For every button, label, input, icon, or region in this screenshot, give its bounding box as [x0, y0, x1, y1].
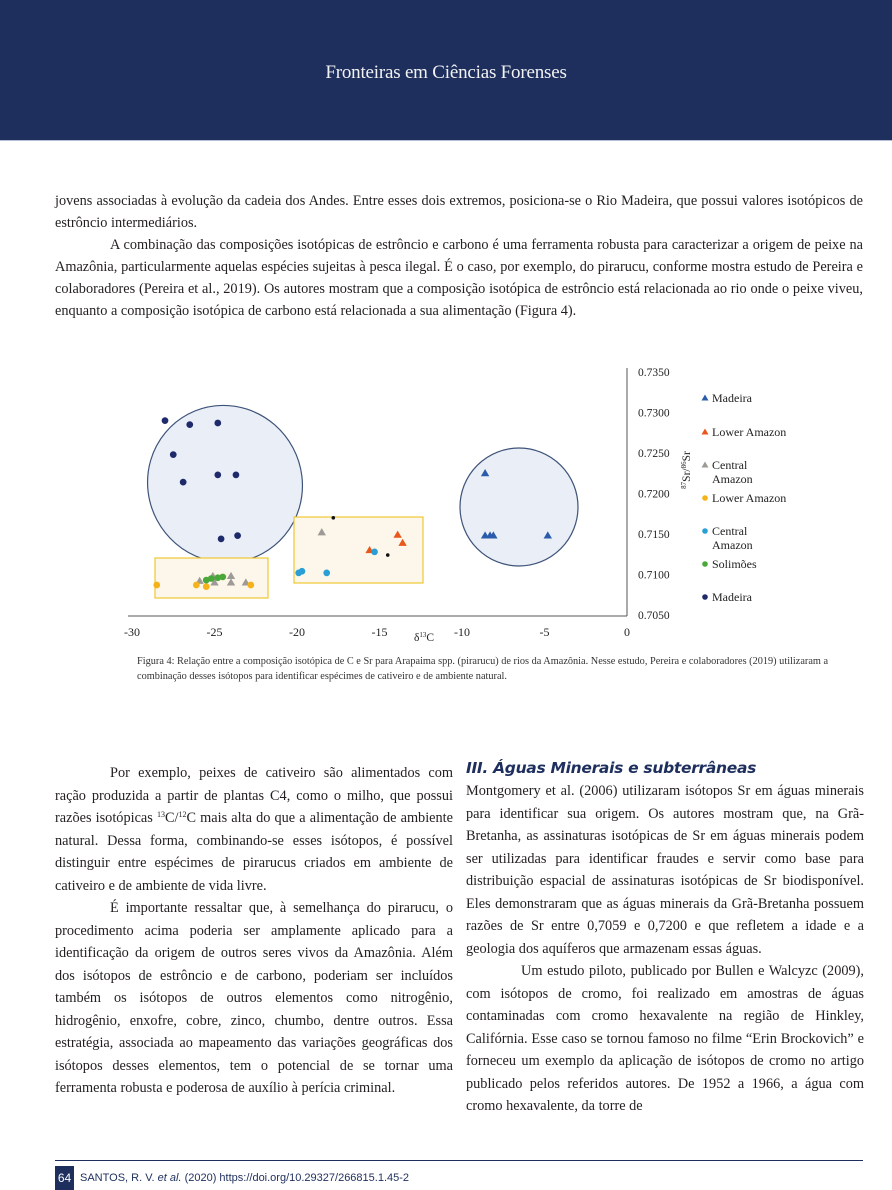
legend-marker-triangle: [702, 395, 709, 401]
page-number: 64: [55, 1166, 74, 1190]
data-point-circle: [214, 420, 221, 427]
data-point-circle: [234, 532, 241, 539]
right-column: [466, 759, 864, 1118]
figure-caption: Figura 4: Relação entre a composição isotópica de C e Sr para Arapaima spp. (pirarucu) de rios da Amazônia. Nesse estudo, Pereira e colaboradores (2019) utilizaram a combinação desses isótopos para identificar espécimes de cativeiro e de ambiente natural.: [137, 656, 829, 682]
left-paragraph-1: Por exemplo, peixes de cativeiro são alimentados com ração produzida a partir de plantas C4, como o milho, que possui razões isotópicas $^{13}$C/$^{12}$C mais alta do que a alimentação de ambiente natural. Dessa forma, combinando-se esses isótopos, é possível distinguir entre espécimes de pirarucus criados em ambiente de cativeiro e de ambiente de vida livre.: [55, 765, 453, 894]
legend-label: Central: [712, 458, 748, 472]
intro-text: [55, 190, 863, 322]
x-axis-label: $\delta^{13}C$: [413, 631, 435, 644]
footer-authors: SANTOS, R. V.: [80, 1172, 155, 1184]
data-point-circle: [218, 536, 225, 543]
y-tick-label: 0.7300: [638, 407, 670, 420]
data-point-circle: [371, 548, 378, 555]
right-paragraph-1: Montgomery et al. (2006) utilizaram isótopos Sr em águas minerais para identificar sua origem. Os autores mostram que, na Grã-Bretanha, as assinaturas isotópicas de Sr em águas minerais podem ser utilizadas para identificar fraudes e servir como base para distribuição espacial de assinaturas isotópicas de Sr biodisponível. Eles demonstraram que as águas minerais da Grã-Bretanha possuem razões de Sr entre 0,7059 e 0,7200 e que refletem a idade e a geologia dos aquíferos que armazenam essas águas.: [466, 783, 864, 957]
x-tick-label: -30: [124, 625, 140, 639]
data-point-star: [332, 516, 336, 520]
legend-marker-circle: [702, 528, 708, 534]
data-point-circle: [170, 451, 177, 458]
x-tick-label: -15: [371, 625, 388, 639]
legend-label: Amazon: [712, 472, 753, 486]
data-point-circle: [233, 472, 240, 479]
data-point-circle: [203, 583, 210, 590]
data-point-circle: [193, 582, 200, 589]
data-point-circle: [186, 421, 193, 428]
footer-et-al: et al.: [157, 1172, 182, 1184]
x-tick-label: -25: [206, 625, 223, 639]
y-tick-label: 0.7350: [638, 367, 670, 379]
legend-label: Solimões: [712, 557, 757, 571]
data-point-circle: [162, 417, 169, 424]
footer-citation-link[interactable]: (2020) https://doi.org/10.29327/266815.1.45-2: [184, 1172, 410, 1184]
x-tick-label: -5: [539, 625, 550, 639]
legend-label: Madeira: [712, 590, 752, 604]
section-heading: III. Águas Minerais e subterrâneas: [466, 759, 757, 777]
y-tick-label: 0.7250: [638, 448, 670, 460]
data-point-star: [386, 553, 390, 557]
legend-marker-circle: [702, 561, 708, 567]
legend-label: Central: [712, 524, 748, 538]
legend-marker-circle: [702, 594, 708, 600]
y-axis-label: $^{87}$Sr/$^{86}$Sr: [680, 451, 693, 489]
left-paragraph-2: É importante ressaltar que, à semelhança do pirarucu, o procedimento acima poderia ser amplamente aplicado para a identificação da origem de outros seres vivos da Amazônia. Além dos isótopos de estrôncio e de carbono, poderiam ser incluídos também os isótopos de outros elementos como nitrogênio, hidrogênio, enxofre, cobre, zinco, chumbo, dentre outros. Essa estratégia, associada ao mapeamento das variações geográficas dos isótopos desses elementos, tem o potencial de se tornar uma ferramenta robusta e poderosa de auxílio à perícia criminal.: [55, 900, 453, 1096]
x-tick-label: 0: [624, 625, 630, 639]
footer-divider: [55, 1160, 863, 1161]
y-tick-label: 0.7050: [638, 610, 670, 622]
legend-marker-circle: [702, 495, 708, 501]
y-tick-label: 0.7100: [638, 569, 670, 582]
data-point-circle: [153, 582, 160, 589]
data-point-circle: [208, 575, 215, 582]
left-column: [55, 762, 453, 1100]
y-tick-label: 0.7200: [638, 488, 670, 501]
legend-label: Lower Amazon: [712, 491, 787, 505]
legend-label: Amazon: [712, 538, 753, 552]
journal-header: [0, 0, 892, 141]
group-ellipse-madeira-triangles: [460, 448, 578, 566]
data-point-circle: [299, 568, 306, 575]
legend-label: Madeira: [712, 391, 752, 405]
legend-label: Lower Amazon: [712, 425, 787, 439]
data-point-circle: [214, 472, 221, 479]
chart-svg: [120, 358, 840, 648]
intro-paragraph-2: A combinação das composições isotópicas de estrôncio e carbono é uma ferramenta robusta para caracterizar a origem de peixe na Amazônia, particularmente aquelas espécies sujeitas à pesca ilegal. É o caso, por exemplo, do pirarucu, conforme mostra estudo de Pereira e colaboradores (Pereira et al., 2019). Os autores mostram que a composição isotópica de estrôncio está relacionada ao rio onde o peixe viveu, enquanto a composição isotópica de carbono está relacionada a sua alimentação (Figura 4).: [55, 237, 863, 319]
figure-4-scatter-chart: [120, 358, 840, 648]
data-point-circle: [180, 479, 187, 486]
y-tick-label: 0.7150: [638, 529, 670, 541]
data-point-circle: [247, 582, 254, 589]
intro-paragraph-1: jovens associadas à evolução da cadeia dos Andes. Entre esses dois extremos, posiciona-se o Rio Madeira, que possui valores isotópicos de estrôncio intermediários.: [55, 193, 863, 231]
data-point-circle: [323, 570, 330, 577]
right-paragraph-2: Um estudo piloto, publicado por Bullen e Walcyzc (2009), com isótopos de cromo, foi realizado em amostras de águas contaminadas com cromo hexavalente na região de Hinkley, Califórnia. Esse caso se tornou famoso no filme “Erin Brockovich” e forneceu um exemplo da aplicação de isótopos de cromo no artigo publicado pelos referidos autores. De 1952 a 1966, a água com cromo hexavalente, da torre de: [466, 963, 864, 1114]
page-footer: [55, 1166, 409, 1190]
legend-marker-triangle: [702, 462, 709, 468]
legend-marker-triangle: [702, 429, 709, 435]
group-box-middle: [294, 517, 423, 583]
x-tick-label: -20: [289, 625, 305, 639]
x-tick-label: -10: [454, 625, 470, 639]
journal-title: Fronteiras em Ciências Forenses: [325, 62, 567, 83]
data-point-circle: [219, 574, 226, 581]
